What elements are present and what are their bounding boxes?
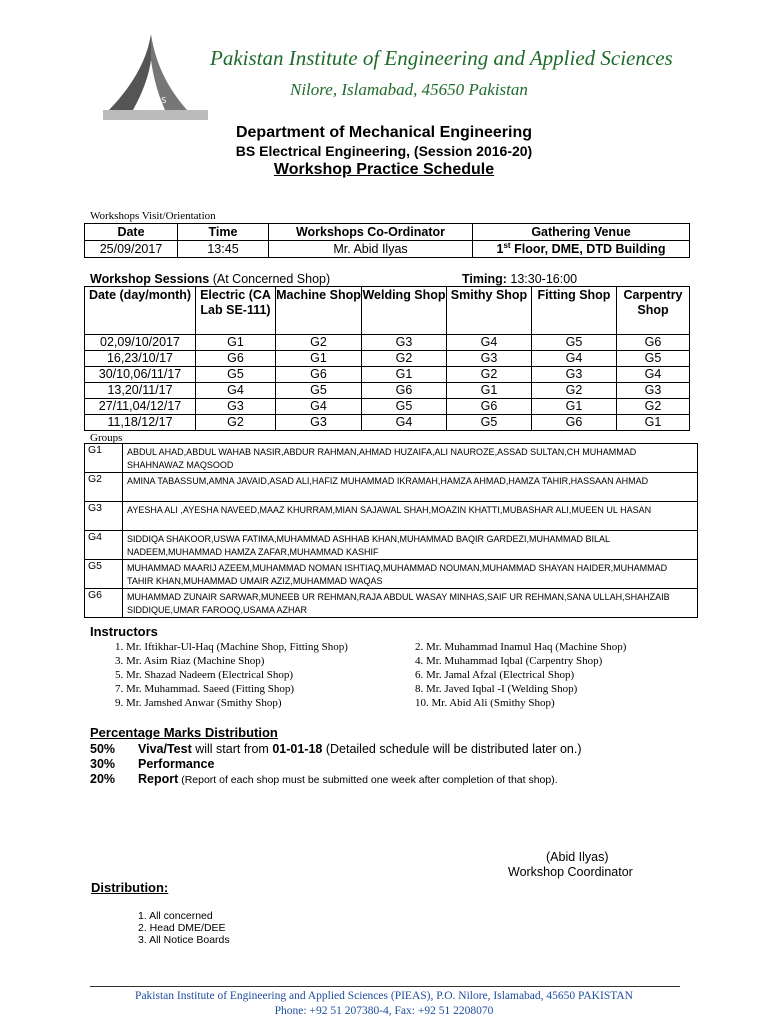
session-group: G1 [532, 399, 617, 415]
group-id: G3 [85, 502, 123, 531]
sessions-table [84, 286, 690, 431]
session-date: 11,18/12/17 [85, 415, 196, 431]
visit-date: 25/09/2017 [85, 241, 178, 258]
session-date: 02,09/10/2017 [85, 335, 196, 351]
session-date: 13,20/11/17 [85, 383, 196, 399]
signature-role: Workshop Coordinator [508, 865, 633, 879]
sess-header-fitting: Fitting Shop [532, 287, 617, 335]
group-members: ABDUL AHAD,ABDUL WAHAB NASIR,ABDUR RAHMAN,AHMAD HUZAIFA,ALI NAUROZE,ASSAD SULTAN,CH MUHAMMAD SHAHNAWAZ MAQSOOD [123, 444, 698, 473]
groups-label: Groups [90, 432, 123, 444]
instructor-item: 8. Mr. Javed Iqbal -I (Welding Shop) [415, 683, 578, 695]
session-group: G5 [276, 383, 362, 399]
groups-table [84, 443, 698, 618]
instructor-item: 10. Mr. Abid Ali (Smithy Shop) [415, 697, 555, 709]
sess-header-electric: Electric (CA Lab SE-111) [196, 287, 276, 335]
session-group: G4 [617, 367, 690, 383]
group-members: MUHAMMAD ZUNAIR SARWAR,MUNEEB UR REHMAN,RAJA ABDUL WASAY MINHAS,SAIF UR REHMAN,SANA ULLAH,SHAHZAIB SIDDIQUE,UMAR FAROOQ,USAMA AZHAR [123, 589, 698, 618]
instructor-item: 1. Mr. Iftikhar-Ul-Haq (Machine Shop, Fitting Shop) [115, 641, 348, 653]
session-group: G6 [447, 399, 532, 415]
program-title: BS Electrical Engineering, (Session 2016-20) [235, 143, 533, 159]
sessions-timing: Timing: 13:30-16:00 [462, 272, 578, 286]
instructors-title: Instructors [90, 624, 158, 639]
sess-header-carpentry: Carpentry Shop [617, 287, 690, 335]
session-group: G2 [617, 399, 690, 415]
schedule-title: Workshop Practice Schedule [273, 161, 495, 178]
session-group: G1 [362, 367, 447, 383]
marks-row-viva: 50% Viva/Test will start from 01-01-18 (Detailed schedule will be distributed later on.) [90, 742, 582, 756]
svg-text:PIEAS: PIEAS [143, 96, 167, 105]
session-group: G3 [532, 367, 617, 383]
visit-table [84, 223, 690, 258]
group-row [85, 473, 698, 502]
group-id: G2 [85, 473, 123, 502]
session-group: G5 [617, 351, 690, 367]
distribution-item: 1. All concerned [138, 910, 213, 922]
institute-address: Nilore, Islamabad, 45650 Pakistan [290, 80, 528, 99]
footer-address: Pakistan Institute of Engineering and Applied Sciences (PIEAS), P.O. Nilore, Islamabad, 45650 PAKISTAN [135, 990, 633, 1002]
session-group: G6 [196, 351, 276, 367]
sessions-title: Workshop Sessions (At Concerned Shop) [90, 272, 331, 286]
session-group: G3 [617, 383, 690, 399]
footer-contact: Phone: +92 51 207380-4, Fax: +92 51 2208070 [274, 1005, 494, 1017]
sess-header-welding: Welding Shop [362, 287, 447, 335]
session-group: G4 [196, 383, 276, 399]
pieas-logo [103, 30, 208, 120]
instructor-item: 6. Mr. Jamal Afzal (Electrical Shop) [415, 669, 575, 681]
sess-header-smithy: Smithy Shop [447, 287, 532, 335]
group-row [85, 589, 698, 618]
sessions-row [85, 399, 690, 415]
session-group: G3 [447, 351, 532, 367]
department-title: Department of Mechanical Engineering [235, 124, 533, 141]
group-id: G4 [85, 531, 123, 560]
signature-name: (Abid Ilyas) [546, 850, 609, 864]
marks-title: Percentage Marks Distribution [90, 725, 278, 740]
session-group: G6 [362, 383, 447, 399]
session-group: G1 [276, 351, 362, 367]
session-group: G2 [447, 367, 532, 383]
sessions-row [85, 351, 690, 367]
sess-header-machine: Machine Shop [276, 287, 362, 335]
group-id: G5 [85, 560, 123, 589]
sessions-row [85, 367, 690, 383]
session-group: G3 [196, 399, 276, 415]
marks-row-performance: 30% Performance [90, 757, 215, 771]
instructor-item: 2. Mr. Muhammad Inamul Haq (Machine Shop) [415, 641, 627, 653]
visit-venue: 1st Floor, DME, DTD Building [473, 241, 690, 258]
sess-header-date: Date (day/month) [85, 287, 196, 335]
session-group: G3 [276, 415, 362, 431]
distribution-item: 3. All Notice Boards [138, 934, 230, 946]
session-group: G6 [276, 367, 362, 383]
visit-header-date: Date [85, 224, 178, 241]
instructor-item: 7. Mr. Muhammad. Saeed (Fitting Shop) [115, 683, 295, 695]
session-group: G5 [362, 399, 447, 415]
visit-header-time: Time [178, 224, 269, 241]
session-group: G1 [196, 335, 276, 351]
group-members: AMINA TABASSUM,AMNA JAVAID,ASAD ALI,HAFIZ MUHAMMAD IKRAMAH,HAMZA AHMAD,HAMZA TAHIR,HASSAAN AHMAD [123, 473, 698, 502]
session-group: G6 [617, 335, 690, 351]
session-group: G1 [617, 415, 690, 431]
session-group: G3 [362, 335, 447, 351]
visit-coordinator: Mr. Abid Ilyas [269, 241, 473, 258]
marks-row-report: 20% Report (Report of each shop must be submitted one week after completion of that shop). [90, 772, 558, 786]
group-row [85, 531, 698, 560]
group-members: MUHAMMAD MAARIJ AZEEM,MUHAMMAD NOMAN ISHTIAQ,MUHAMMAD NOUMAN,MUHAMMAD SHAYAN HAIDER,MUHAMMAD TAHIR KHAN,MUHAMMAD UMAIR AZIZ,MUHAMMAD WAQAS [123, 560, 698, 589]
session-group: G4 [447, 335, 532, 351]
institute-name: Pakistan Institute of Engineering and Applied Sciences [210, 46, 673, 70]
session-group: G2 [362, 351, 447, 367]
group-id: G1 [85, 444, 123, 473]
group-row [85, 560, 698, 589]
session-date: 27/11,04/12/17 [85, 399, 196, 415]
sessions-row [85, 335, 690, 351]
group-row [85, 444, 698, 473]
group-id: G6 [85, 589, 123, 618]
session-group: G2 [532, 383, 617, 399]
instructor-item: 4. Mr. Muhammad Iqbal (Carpentry Shop) [415, 655, 603, 667]
group-members: SIDDIQA SHAKOOR,USWA FATIMA,MUHAMMAD ASHHAB KHAN,MUHAMMAD BAQIR GARDEZI,MUHAMMAD BILAL NADEEM,MUHAMMAD HAMZA ZAFAR,MUHAMMAD KASHIF [123, 531, 698, 560]
session-group: G5 [447, 415, 532, 431]
instructor-item: 3. Mr. Asim Riaz (Machine Shop) [115, 655, 265, 667]
session-group: G5 [532, 335, 617, 351]
distribution-title: Distribution: [91, 880, 169, 895]
session-group: G4 [532, 351, 617, 367]
visit-label: Workshops Visit/Orientation [90, 210, 216, 222]
visit-time: 13:45 [178, 241, 269, 258]
sessions-row [85, 383, 690, 399]
session-group: G4 [276, 399, 362, 415]
footer-divider [90, 986, 680, 987]
session-group: G2 [196, 415, 276, 431]
group-members: AYESHA ALI ,AYESHA NAVEED,MAAZ KHURRAM,MIAN SAJAWAL SHAH,MOAZIN KHATTI,MUBASHAR ALI,MUEEN UL HASAN [123, 502, 698, 531]
sessions-row [85, 415, 690, 431]
session-date: 16,23/10/17 [85, 351, 196, 367]
session-group: G5 [196, 367, 276, 383]
group-row [85, 502, 698, 531]
instructor-item: 5. Mr. Shazad Nadeem (Electrical Shop) [115, 669, 294, 681]
distribution-item: 2. Head DME/DEE [138, 922, 226, 934]
session-date: 30/10,06/11/17 [85, 367, 196, 383]
visit-header-venue: Gathering Venue [473, 224, 690, 241]
session-group: G2 [276, 335, 362, 351]
session-group: G6 [532, 415, 617, 431]
session-group: G4 [362, 415, 447, 431]
visit-header-coordinator: Workshops Co-Ordinator [269, 224, 473, 241]
session-group: G1 [447, 383, 532, 399]
instructor-item: 9. Mr. Jamshed Anwar (Smithy Shop) [115, 697, 282, 709]
